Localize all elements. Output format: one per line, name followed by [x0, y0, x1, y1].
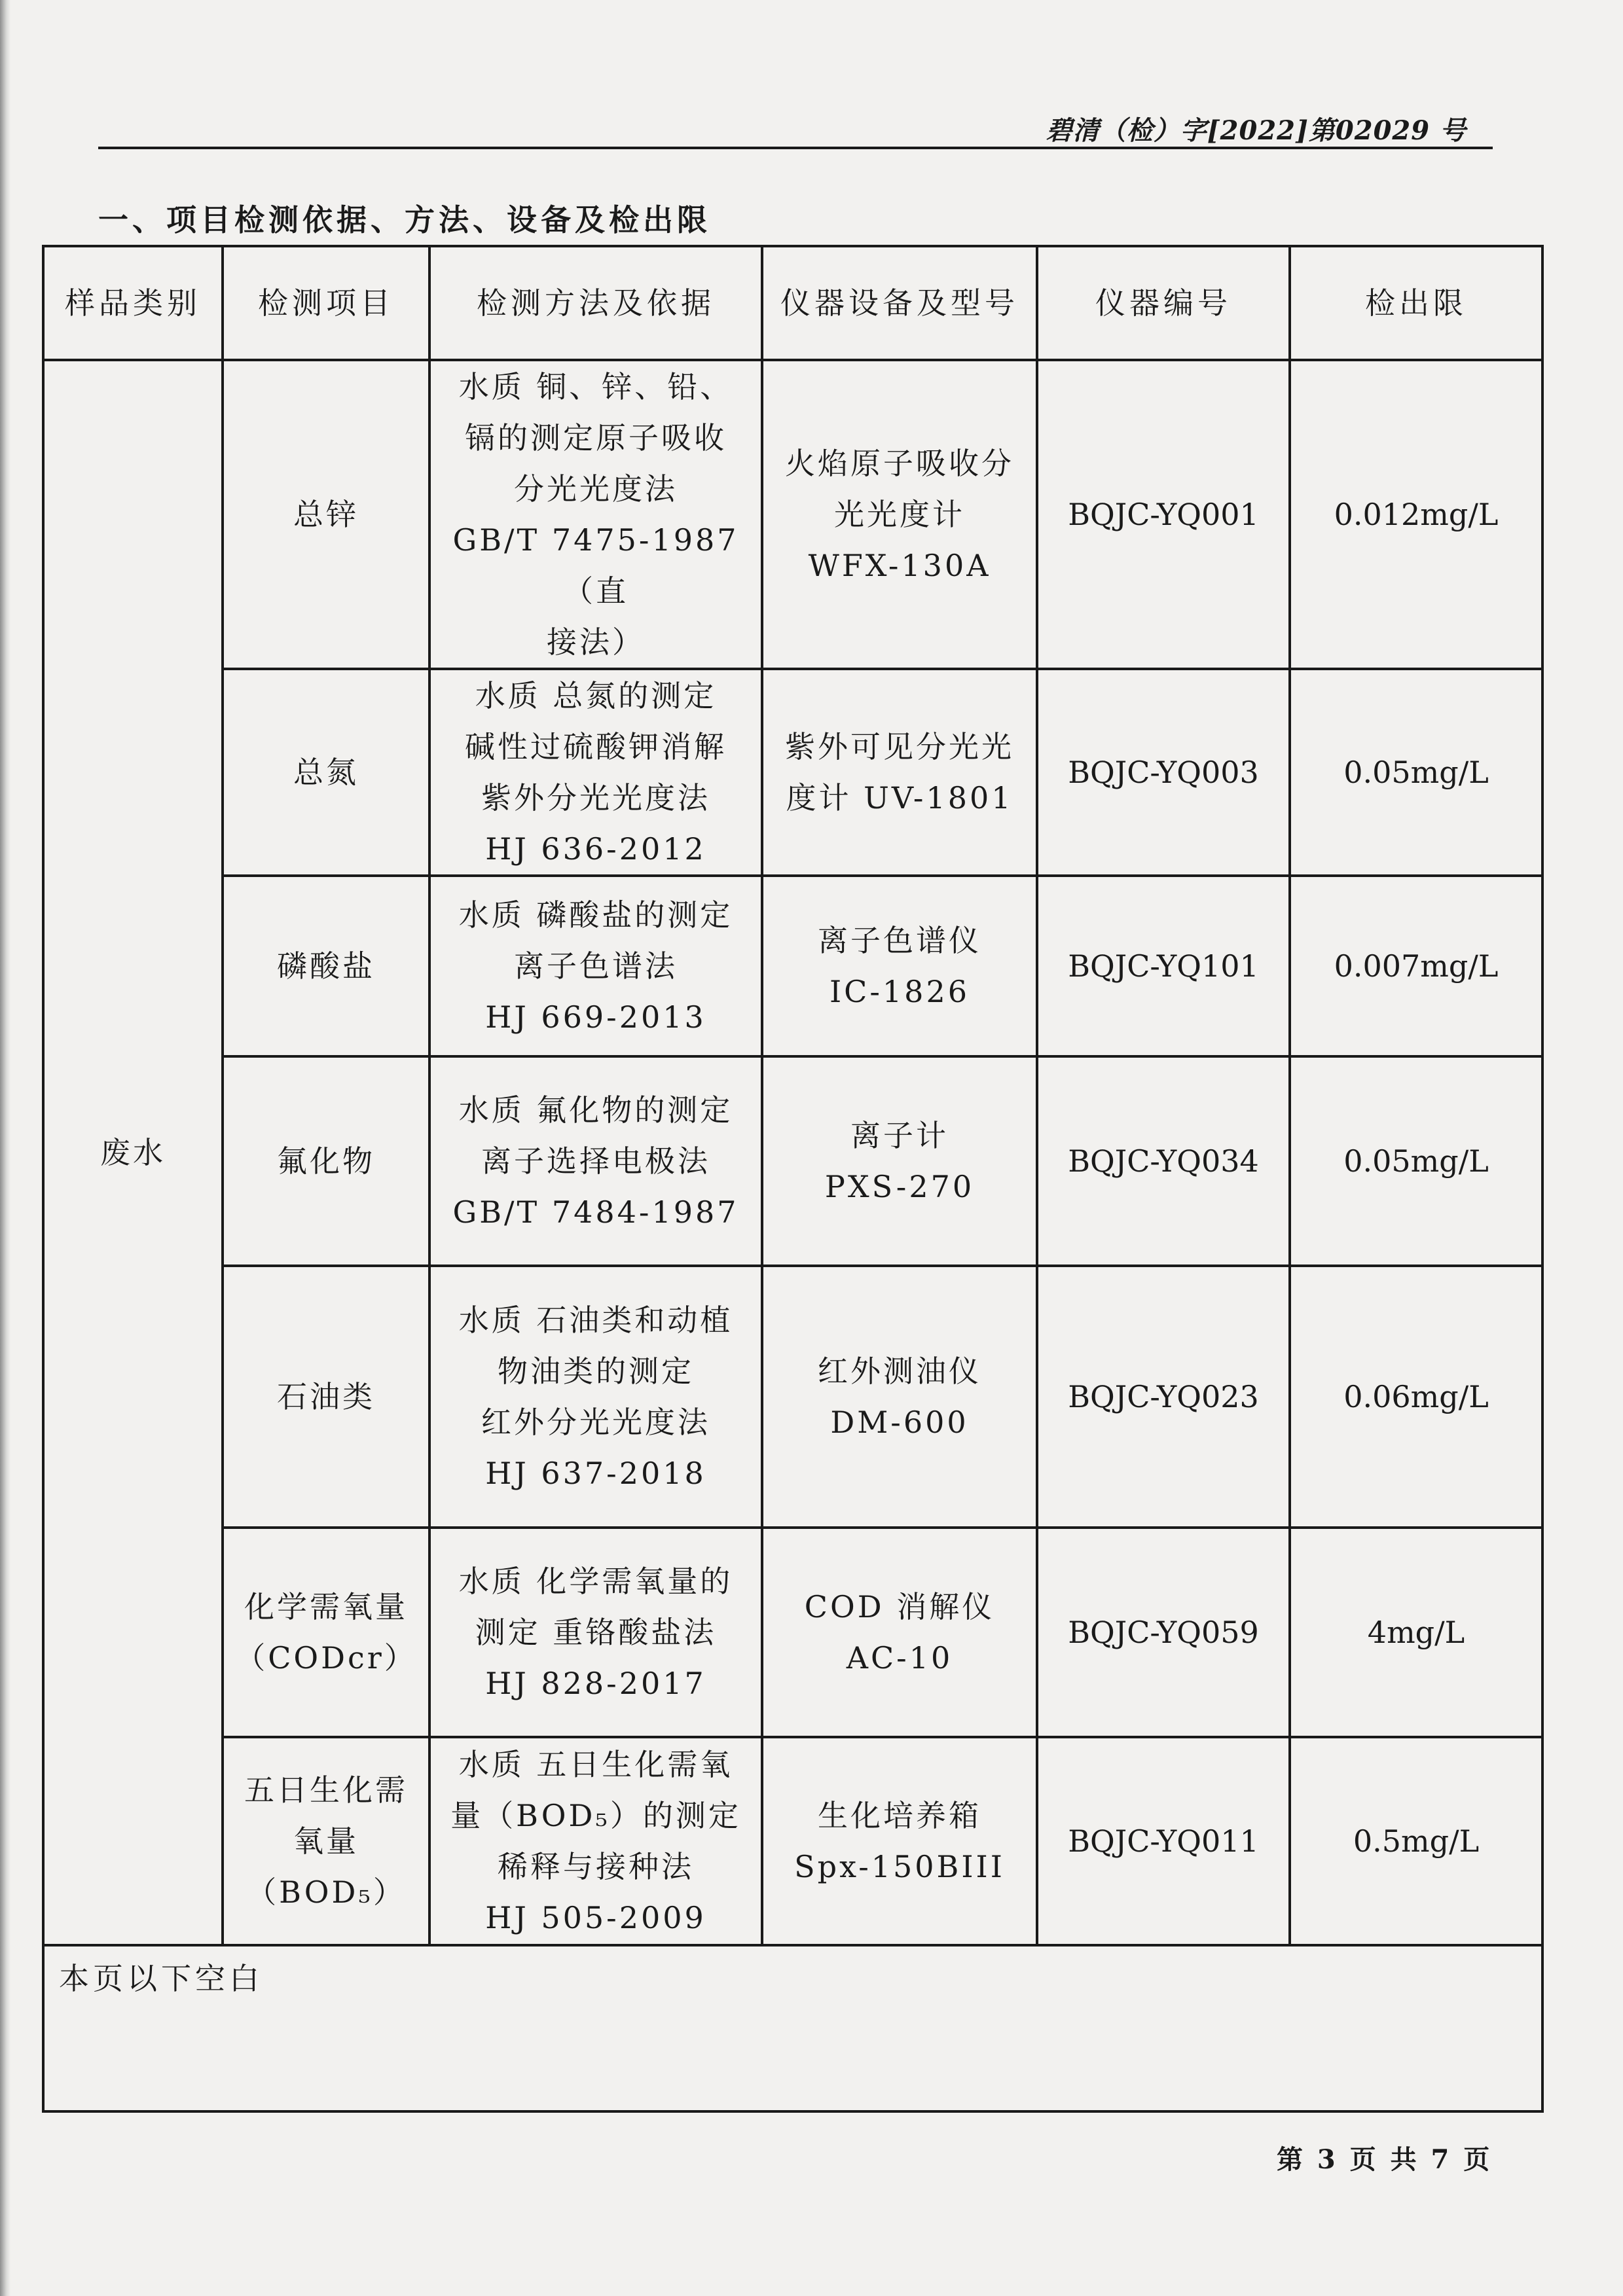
test-item-cell: 化学需氧量 （CODcr）: [223, 1528, 429, 1737]
table-row: [43, 876, 1542, 1056]
blank-note: 本页以下空白: [43, 1945, 1542, 2111]
equipment-cell: COD 消解仪 AC-10: [762, 1528, 1037, 1737]
test-item-cell: 总氮: [223, 669, 429, 876]
test-item-cell: 五日生化需 氧量 （BOD₅）: [223, 1737, 429, 1945]
table-row: [43, 669, 1542, 876]
detection-limit-cell: 0.05mg/L: [1290, 669, 1542, 876]
page-number: 第 3 页 共 7 页: [1277, 2144, 1493, 2175]
instrument-id-cell: BQJC-YQ003: [1037, 669, 1290, 876]
test-item-cell: 总锌: [223, 360, 429, 669]
detection-table: [42, 245, 1544, 2113]
header-detection-limit: 检出限: [1290, 246, 1542, 360]
header-test-item: 检测项目: [223, 246, 429, 360]
sample-category-cell: 废水: [43, 360, 223, 1945]
instrument-id-cell: BQJC-YQ011: [1037, 1737, 1290, 1945]
detection-limit-cell: 0.007mg/L: [1290, 876, 1542, 1056]
header-instrument-id: 仪器编号: [1037, 246, 1290, 360]
document-number: 碧清（检）字[2022]第02029 号: [1046, 115, 1467, 146]
method-cell: 水质 氟化物的测定 离子选择电极法 GB/T 7484-1987: [429, 1056, 762, 1266]
table-row: [43, 1056, 1542, 1266]
method-cell: 水质 磷酸盐的测定 离子色谱法 HJ 669-2013: [429, 876, 762, 1056]
test-item-cell: 磷酸盐: [223, 876, 429, 1056]
detection-limit-cell: 0.05mg/L: [1290, 1056, 1542, 1266]
equipment-cell: 火焰原子吸收分 光光度计 WFX-130A: [762, 360, 1037, 669]
scan-edge-shadow: [0, 0, 10, 2296]
instrument-id-cell: BQJC-YQ059: [1037, 1528, 1290, 1737]
table-header-row: [43, 246, 1542, 360]
detection-limit-cell: 4mg/L: [1290, 1528, 1542, 1737]
test-item-cell: 氟化物: [223, 1056, 429, 1266]
equipment-cell: 红外测油仪 DM-600: [762, 1266, 1037, 1528]
method-cell: 水质 总氮的测定 碱性过硫酸钾消解 紫外分光光度法 HJ 636-2012: [429, 669, 762, 876]
instrument-id-cell: BQJC-YQ034: [1037, 1056, 1290, 1266]
header-rule: [98, 147, 1493, 149]
table-row: [43, 1266, 1542, 1528]
instrument-id-cell: BQJC-YQ023: [1037, 1266, 1290, 1528]
method-cell: 水质 铜、锌、铅、 镉的测定原子吸收 分光光度法 GB/T 7475-1987（直 接法）: [429, 360, 762, 669]
equipment-cell: 紫外可见分光光 度计 UV-1801: [762, 669, 1037, 876]
section-title: 一、项目检测依据、方法、设备及检出限: [98, 202, 711, 238]
detection-limit-cell: 0.012mg/L: [1290, 360, 1542, 669]
detection-limit-cell: 0.5mg/L: [1290, 1737, 1542, 1945]
instrument-id-cell: BQJC-YQ001: [1037, 360, 1290, 669]
method-cell: 水质 化学需氧量的 测定 重铬酸盐法 HJ 828-2017: [429, 1528, 762, 1737]
table-row: [43, 1528, 1542, 1737]
equipment-cell: 离子计 PXS-270: [762, 1056, 1037, 1266]
detection-limit-cell: 0.06mg/L: [1290, 1266, 1542, 1528]
blank-note-row: [43, 1945, 1542, 2111]
equipment-cell: 离子色谱仪 IC-1826: [762, 876, 1037, 1056]
equipment-cell: 生化培养箱 Spx-150BIII: [762, 1737, 1037, 1945]
header-equipment: 仪器设备及型号: [762, 246, 1037, 360]
header-sample-category: 样品类别: [43, 246, 223, 360]
test-item-cell: 石油类: [223, 1266, 429, 1528]
table-row: [43, 360, 1542, 669]
header-method: 检测方法及依据: [429, 246, 762, 360]
method-cell: 水质 石油类和动植 物油类的测定 红外分光光度法 HJ 637-2018: [429, 1266, 762, 1528]
table-row: [43, 1737, 1542, 1945]
method-cell: 水质 五日生化需氧 量（BOD₅）的测定 稀释与接种法 HJ 505-2009: [429, 1737, 762, 1945]
instrument-id-cell: BQJC-YQ101: [1037, 876, 1290, 1056]
